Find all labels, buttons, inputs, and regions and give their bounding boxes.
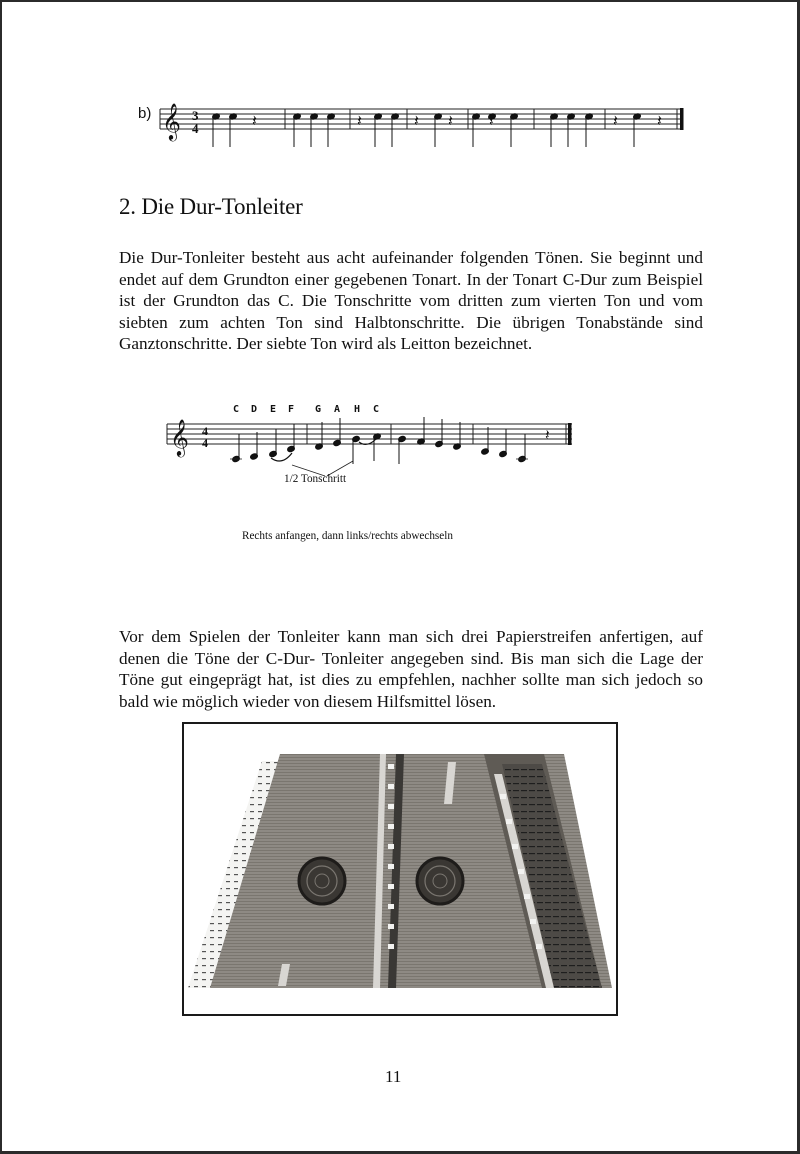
note-name: D	[251, 404, 258, 415]
semitone-label: 1/2 Tonschritt	[284, 473, 347, 485]
book-page	[2, 2, 797, 1151]
hammered-dulcimer-image	[184, 724, 616, 1014]
svg-text:𝄞: 𝄞	[170, 418, 189, 456]
playing-instruction: Rechts anfangen, dann links/rechts abwechseln	[242, 530, 453, 542]
note-name: A	[334, 404, 341, 415]
page-number: 11	[385, 1067, 402, 1086]
svg-text:4: 4	[202, 436, 208, 450]
svg-text:𝄽: 𝄽	[657, 111, 662, 130]
note-name: G	[315, 404, 322, 415]
c-major-scale-staff	[2, 2, 800, 502]
svg-text:𝄞: 𝄞	[162, 102, 181, 140]
svg-text:𝄽: 𝄽	[448, 111, 453, 130]
svg-text:𝄽: 𝄽	[613, 111, 618, 130]
note-name: C	[233, 404, 240, 415]
svg-text:𝄽: 𝄽	[252, 111, 257, 130]
svg-text:3: 3	[192, 108, 199, 123]
svg-text:4: 4	[192, 121, 199, 136]
svg-text:𝄽: 𝄽	[414, 111, 419, 130]
svg-text:𝄽: 𝄽	[357, 111, 362, 130]
exercise-label: b)	[138, 105, 152, 122]
intro-paragraph: Die Dur-Tonleiter besteht aus acht aufeinander folgenden Tönen. Sie beginnt und endet auf dem Grundton einer gegebenen Tonart. In der Tonart C-Dur zum Beispiel ist der Grundton das C. Die Tonschritte vom dritten zum vierten Ton und vom siebten zum achten Ton sind Halbtonschritte. Die übrigen Tonabstände sind Ganztonschritte. Der siebte Ton wird als Leitton bezeichnet.	[119, 248, 703, 353]
note-name: C	[373, 404, 380, 415]
section-heading: 2. Die Dur-Tonleiter	[119, 194, 303, 219]
practice-paragraph: Vor dem Spielen der Tonleiter kann man sich drei Papierstreifen anfertigen, auf denen die Töne der C-Dur- Tonleiter angegeben sind. Bis man sich die Lage der Töne gut eingeprägt hat, ist dies zu empfehlen, nachher sollte man sich jedoch so bald wie möglich wieder von diesem Hilfsmittel lösen.	[119, 627, 703, 711]
svg-text:𝄽: 𝄽	[489, 111, 494, 130]
note-name: E	[270, 404, 277, 415]
note-name: F	[288, 404, 295, 415]
svg-text:4: 4	[202, 424, 208, 438]
svg-text:𝄽: 𝄽	[545, 426, 550, 444]
dulcimer-photo-frame	[182, 722, 618, 1016]
note-name: H	[354, 404, 361, 415]
